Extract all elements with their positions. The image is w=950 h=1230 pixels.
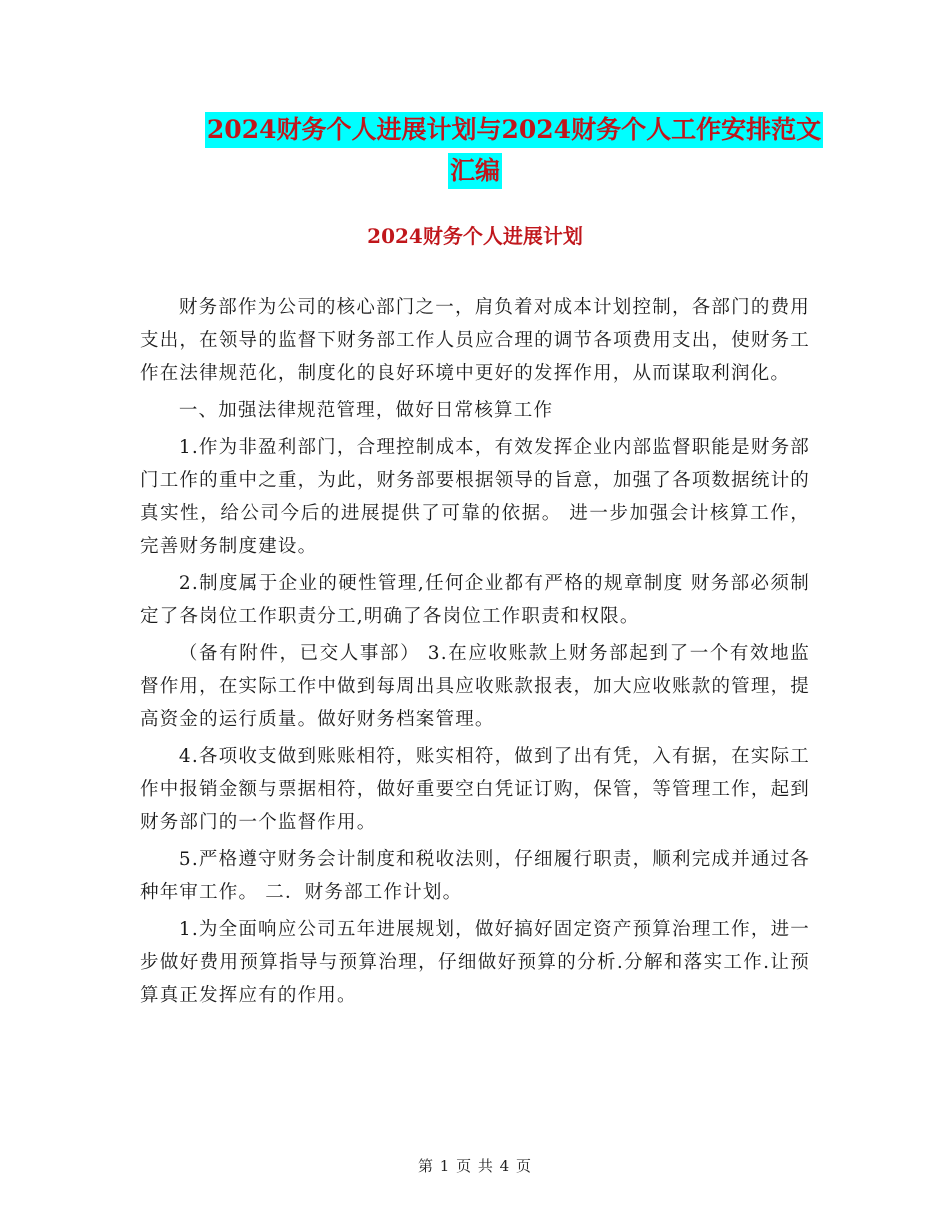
paragraph: 1.作为非盈利部门，合理控制成本，有效发挥企业内部监督职能是财务部门工作的重中之重，为此，财务部要根据领导的旨意，加强了各项数据统计的真实性，给公司今后的进展提供了可靠的依据。 进一步加强会计核算工作，完善财务制度建设。: [140, 437, 810, 557]
document-body: [140, 291, 810, 1016]
document-title: [0, 112, 950, 189]
paragraph: 2.制度属于企业的硬性管理,任何企业都有严格的规章制度 财务部必须制定了各岗位工作职责分工,明确了各岗位工作职责和权限。: [140, 573, 810, 627]
paragraph: 5.严格遵守财务会计制度和税收法则，仔细履行职责，顺利完成并通过各种年审工作。 二．财务部工作计划。: [140, 849, 810, 903]
paragraph: 1.为全面响应公司五年进展规划，做好搞好固定资产预算治理工作，进一步做好费用预算指导与预算治理，仔细做好预算的分析.分解和落实工作.让预算真正发挥应有的作用。: [140, 919, 810, 1006]
paragraph: 4.各项收支做到账账相符，账实相符，做到了出有凭，入有据，在实际工作中报销金额与票据相符，做好重要空白凭证订购，保管，等管理工作，起到财务部门的一个监督作用。: [140, 746, 810, 833]
section-title: 2024财务个人进展计划: [367, 224, 583, 248]
paragraph: 财务部作为公司的核心部门之一，肩负着对成本计划控制，各部门的费用支出，在领导的监督下财务部工作人员应合理的调节各项费用支出，使财务工作在法律规范化，制度化的良好环境中更好的发挥作用，从而谋取利润化。: [140, 297, 810, 384]
paragraph: （备有附件，已交人事部） 3.在应收账款上财务部起到了一个有效地监督作用，在实际工作中做到每周出具应收账款报表，加大应收账款的管理，提高资金的运行质量。做好财务档案管理。: [140, 643, 810, 730]
title-line-2: 汇编: [448, 153, 502, 189]
paragraph: 一、加强法律规范管理，做好日常核算工作: [178, 400, 554, 421]
title-line-1: 2024财务个人进展计划与2024财务个人工作安排范文: [205, 112, 823, 148]
page-footer: 第 1 页 共 4 页: [418, 1157, 532, 1175]
